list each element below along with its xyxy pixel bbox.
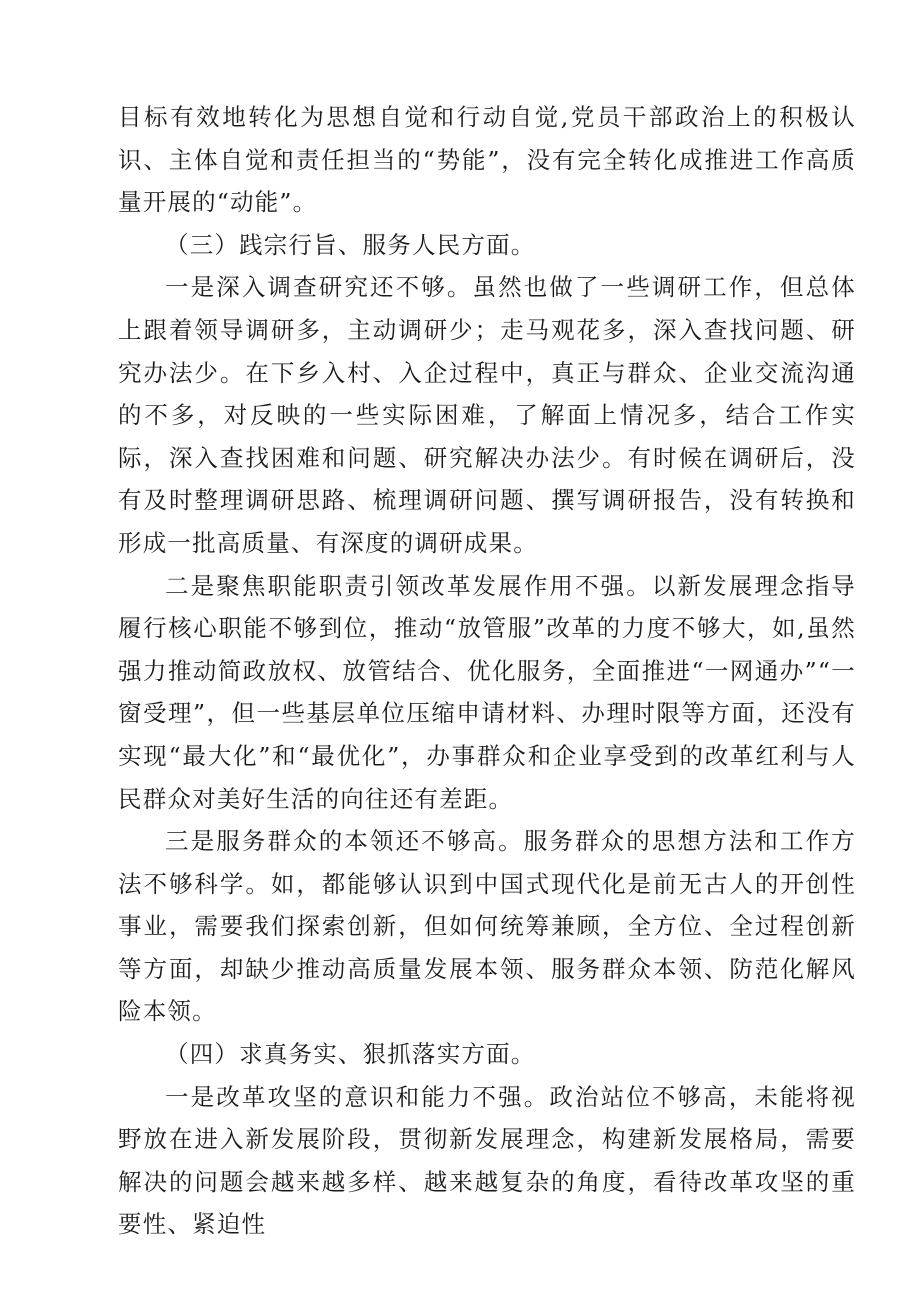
paragraph-reform: 二是聚焦职能职责引领改革发展作用不强。以新发展理念指导履行核心职能不够到位，推动“放管服”改革的力度不够大，如,虽然强力推动简政放权、放管结合、优化服务，全面推进“一网通办”“一窗受理”，但一些基层单位压缩申请材料、办理时限等方面，还没有实现“最大化”和“最优化”，办事群众和企业享受到的改革红利与人民群众对美好生活的向往还有差距。 [118,571,856,813]
paragraph-reform-capacity: 一是改革攻坚的意识和能力不强。政治站位不够高，未能将视野放在进入新发展阶段，贯彻新发展理念，构建新发展格局，需要解决的问题会越来越多样、越来越复杂的角度，看待改革攻坚的重要性、紧迫性 [118,1082,856,1239]
section-heading-3: （三）践宗行旨、服务人民方面。 [165,230,536,259]
document-body [118,96,856,1246]
paragraph-continuation: 目标有效地转化为思想自觉和行动自觉,党员干部政治上的积极认识、主体自觉和责任担当的“势能”，没有完全转化成推进工作高质量开展的“动能”。 [118,103,856,217]
paragraph-research: 一是深入调查研究还不够。虽然也做了一些调研工作，但总体上跟着领导调研多，主动调研少；走马观花多，深入查找问题、研究办法少。在下乡入村、入企过程中，真正与群众、企业交流沟通的不多，对反映的一些实际困难，了解面上情况多，结合工作实际，深入查找困难和问题、研究解决办法少。有时候在调研后，没有及时整理调研思路、梳理调研问题、撰写调研报告，没有转换和形成一批高质量、有深度的调研成果。 [118,273,856,557]
paragraph-service: 三是服务群众的本领还不够高。服务群众的思想方法和工作方法不够科学。如，都能够认识到中国式现代化是前无古人的开创性事业，需要我们探索创新，但如何统筹兼顾，全方位、全过程创新等方面，却缺少推动高质量发展本领、服务群众本领、防范化解风险本领。 [118,827,856,1026]
section-heading-4: （四）求真务实、狠抓落实方面。 [165,1040,536,1069]
